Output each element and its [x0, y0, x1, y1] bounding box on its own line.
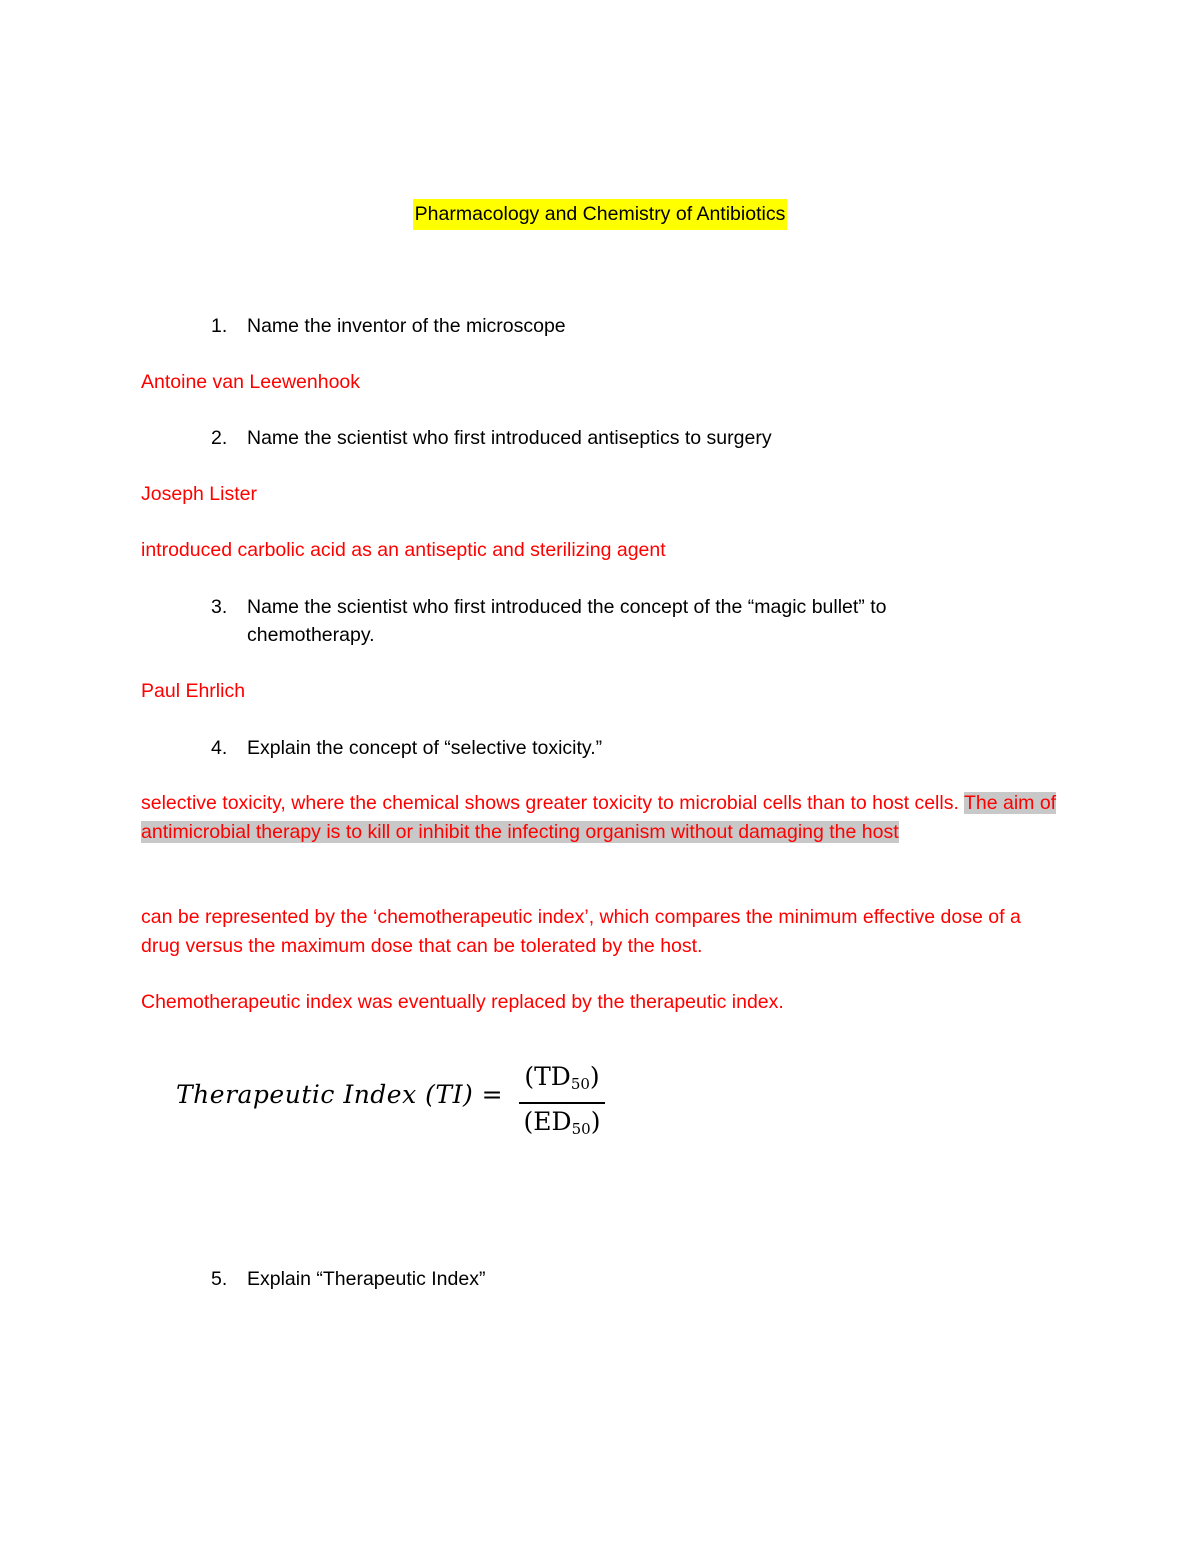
question-1-number: 1. — [211, 315, 228, 337]
answer-4-line1: selective toxicity, where the chemical shows greater toxicity to microbial cells than to host cells. — [141, 792, 959, 814]
answer-4-replaced: Chemotherapeutic index was eventually replaced by the therapeutic index. — [141, 991, 784, 1013]
formula-denominator-subscript: 50 — [571, 1120, 591, 1138]
title-container — [0, 199, 1200, 230]
question-2-number: 2. — [211, 427, 228, 449]
question-3-text-line2: chemotherapy. — [247, 624, 375, 646]
answer-4-highlighted: The aim of antimicrobial therapy is to kill or inhibit the infecting organism without damaging the host — [141, 792, 1057, 843]
question-2-text: Name the scientist who first introduced antiseptics to surgery — [247, 427, 772, 449]
answer-4-paragraph — [141, 789, 1071, 847]
document-title: Pharmacology and Chemistry of Antibiotics — [413, 199, 788, 230]
answer-2-name: Joseph Lister — [141, 483, 257, 505]
formula-numerator — [519, 1060, 605, 1101]
question-4-number: 4. — [211, 737, 228, 759]
formula-denominator-close: ) — [590, 1107, 601, 1136]
formula-denominator-text: (ED — [523, 1107, 572, 1136]
formula-denominator — [519, 1105, 605, 1146]
answer-2-detail: introduced carbolic acid as an antiseptic and sterilizing agent — [141, 539, 666, 561]
question-4-text: Explain the concept of “selective toxicity.” — [247, 737, 603, 759]
question-5-number: 5. — [211, 1268, 228, 1290]
answer-1: Antoine van Leewenhook — [141, 371, 361, 393]
question-3-number: 3. — [211, 596, 228, 618]
formula-lhs: Therapeutic Index (TI) = — [176, 1080, 504, 1109]
formula-numerator-close: ) — [589, 1062, 600, 1091]
answer-4-chemo-index: can be represented by the ‘chemotherapeutic index’, which compares the minimum effective dose of a drug versus the maximum dose that can be tolerated by the host. — [141, 906, 1021, 957]
question-3-text-line1: Name the scientist who first introduced the concept of the “magic bullet” to — [247, 596, 887, 618]
answer-3: Paul Ehrlich — [141, 680, 246, 702]
formula-numerator-subscript: 50 — [570, 1075, 590, 1093]
formula-fraction — [519, 1060, 605, 1146]
formula-numerator-text: (TD — [524, 1062, 571, 1091]
question-5-text: Explain “Therapeutic Index” — [247, 1268, 486, 1290]
question-1-text: Name the inventor of the microscope — [247, 315, 566, 337]
fraction-bar — [519, 1102, 605, 1104]
